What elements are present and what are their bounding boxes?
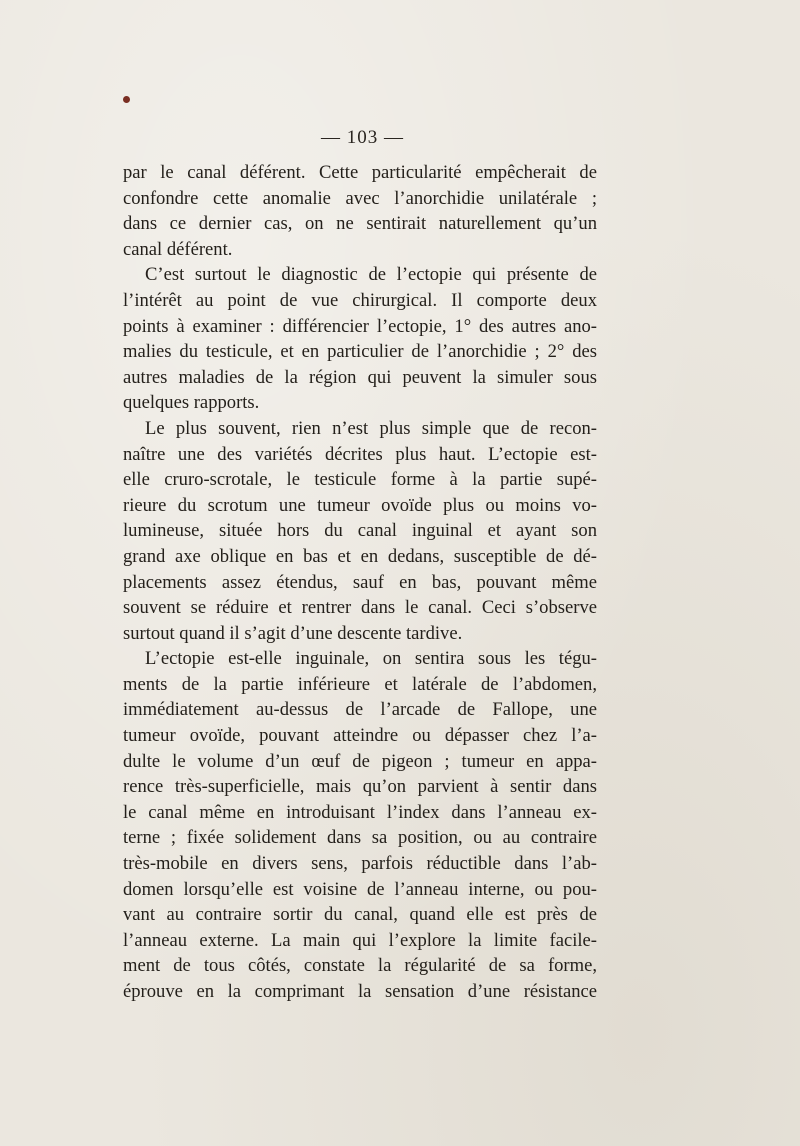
text-line: ments de la partie inférieure et latérale de l’abdomen, — [123, 673, 597, 695]
text-line: placements assez étendus, sauf en bas, pouvant même — [123, 571, 597, 593]
text-line: Le plus souvent, rien n’est plus simple que de recon- — [145, 417, 597, 439]
text-line: naître une des variétés décrites plus haut. L’ectopie est- — [123, 443, 597, 465]
text-line: rieure du scrotum une tumeur ovoïde plus ou moins vo- — [123, 494, 597, 516]
text-line: autres maladies de la région qui peuvent la simuler sous — [123, 366, 597, 388]
text-line: surtout quand il s’agit d’une descente tardive. — [123, 622, 463, 644]
text-line: vant au contraire sortir du canal, quand elle est près de — [123, 904, 597, 926]
text-line: terne ; fixée solidement dans sa position, ou au contraire — [123, 827, 597, 849]
text-line: souvent se réduire et rentrer dans le canal. Ceci s’observe — [123, 597, 597, 619]
text-line: très-mobile en divers sens, parfois réductible dans l’ab- — [123, 853, 597, 875]
text-line: domen lorsqu’elle est voisine de l’anneau interne, ou pou- — [123, 878, 597, 900]
text-line: immédiatement au-dessus de l’arcade de Fallope, une — [123, 699, 597, 721]
text-line: C’est surtout le diagnostic de l’ectopie qui présente de — [145, 264, 597, 286]
text-line: ment de tous côtés, constate la régularité de sa forme, — [123, 955, 597, 977]
text-line: L’ectopie est-elle inguinale, on sentira sous les tégu- — [145, 648, 597, 670]
text-line: elle cruro-scrotale, le testicule forme à la partie supé- — [123, 469, 597, 491]
text-line: dulte le volume d’un œuf de pigeon ; tumeur en appa- — [123, 750, 597, 772]
text-line: par le canal déférent. Cette particularité empêcherait de — [123, 162, 597, 183]
text-line: confondre cette anomalie avec l’anorchidie unilatérale ; — [123, 187, 597, 209]
text-line: l’intérêt au point de vue chirurgical. Il comporte deux — [123, 289, 597, 311]
text-line: grand axe oblique en bas et en dedans, susceptible de dé- — [123, 545, 597, 567]
body-text — [123, 160, 597, 1005]
text-line: canal déférent. — [123, 238, 233, 260]
text-line: le canal même en introduisant l’index dans l’anneau ex- — [123, 801, 597, 823]
ink-spot — [123, 96, 130, 103]
text-line: lumineuse, située hors du canal inguinal et ayant son — [123, 520, 597, 542]
text-line: dans ce dernier cas, on ne sentirait naturellement qu’un — [123, 213, 597, 235]
page-number: — 103 — — [321, 127, 404, 148]
text-line: tumeur ovoïde, pouvant atteindre ou dépasser chez l’a- — [123, 725, 597, 747]
text-line: l’anneau externe. La main qui l’explore la limite facile- — [123, 929, 597, 951]
text-line: éprouve en la comprimant la sensation d’une résistance — [123, 981, 597, 1002]
text-line: points à examiner : différencier l’ectopie, 1° des autres ano- — [123, 315, 597, 337]
text-line: quelques rapports. — [123, 392, 260, 414]
text-line: malies du testicule, et en particulier de l’anorchidie ; 2° des — [123, 341, 597, 363]
text-line: rence très-superficielle, mais qu’on parvient à sentir dans — [123, 776, 597, 798]
